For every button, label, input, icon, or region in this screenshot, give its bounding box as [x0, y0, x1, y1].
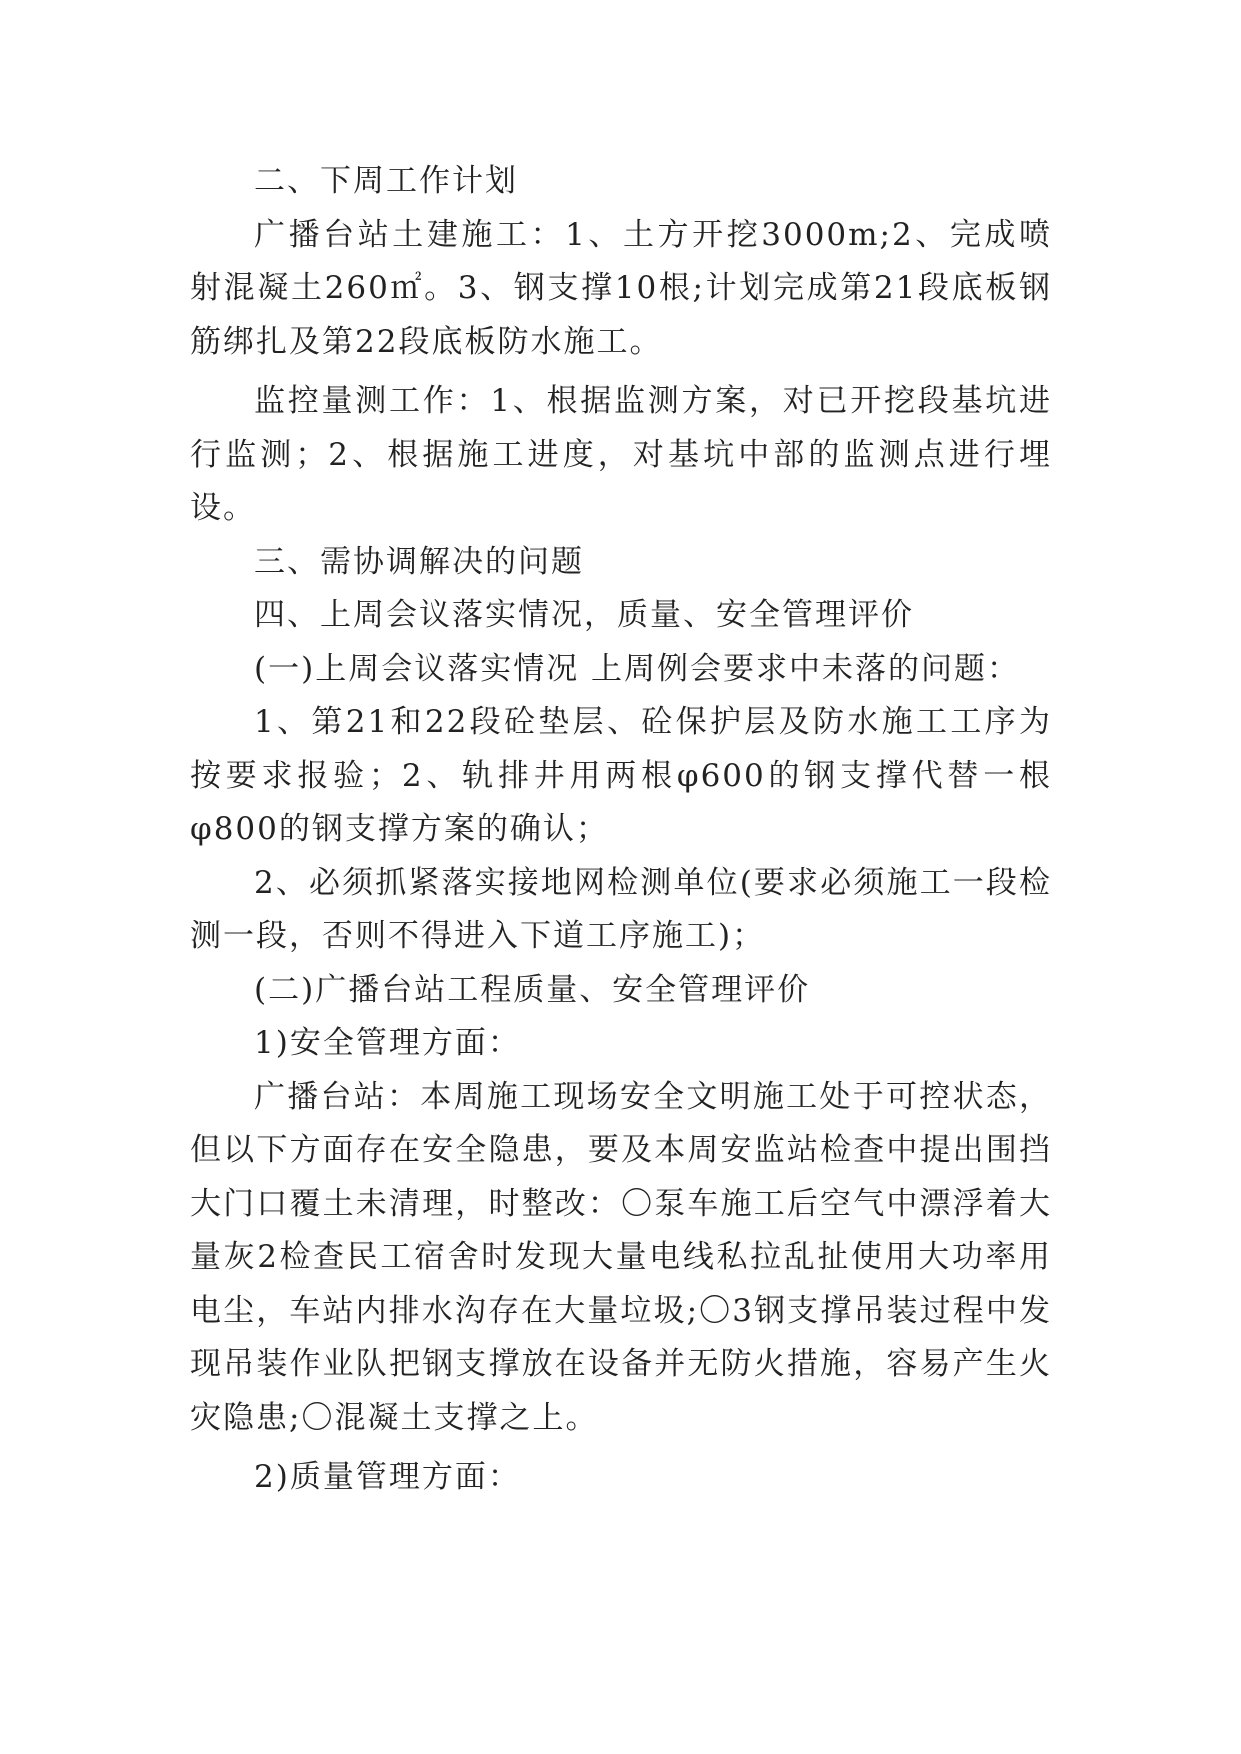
heading-next-week-plan: 二、下周工作计划 [254, 163, 518, 199]
heading-last-meeting-review: 四、上周会议落实情况，质量、安全管理评价 [254, 597, 914, 633]
document-page [190, 155, 1052, 1505]
paragraph-item-1: 1、第21和22段砼垫层、砼保护层及防水施工工序为按要求报验；2、轨排井用两根φ600的钢支撑代替一根φ800的钢支撑方案的确认； [190, 704, 1052, 847]
heading-coordination-issues: 三、需协调解决的问题 [254, 543, 584, 580]
subheading-quality-safety: (二)广播台站工程质量、安全管理评价 [254, 971, 811, 1008]
paragraph-monitoring: 监控量测工作：1、根据监测方案，对已开挖段基坑进行监测；2、根据施工进度，对基坑中部的监测点进行埋设。 [190, 383, 1052, 526]
subheading-last-meeting-status: (一)上周会议落实情况 上周例会要求中未落的问题： [254, 650, 1021, 687]
paragraph-civil-construction: 广播台站土建施工：1、土方开挖3000m;2、完成喷射混凝土260㎡。3、钢支撑10根;计划完成第21段底板钢筋绑扎及第22段底板防水施工。 [190, 216, 1052, 360]
subheading-quality-management: 2)质量管理方面： [254, 1459, 521, 1495]
paragraph-item-2: 2、必须抓紧落实接地网检测单位(要求必须施工一段检测一段，否则不得进入下道工序施工)； [190, 864, 1052, 954]
subheading-safety-management: 1)安全管理方面： [254, 1025, 521, 1061]
paragraph-safety-details: 广播台站：本周施工现场安全文明施工处于可控状态，但以下方面存在安全隐患，要及本周安监站检查中提出围挡大门口覆土未清理，时整改：〇泵车施工后空气中漂浮着大量灰2检查民工宿舍时发现大量电线私拉乱扯使用大功率用电尘，车站内排水沟存在大量垃圾;〇3钢支撑吊装过程中发现吊装作业队把钢支撑放在设备并无防火措施，容易产生火灾隐患;〇混凝土支撑之上。 [190, 1078, 1052, 1436]
